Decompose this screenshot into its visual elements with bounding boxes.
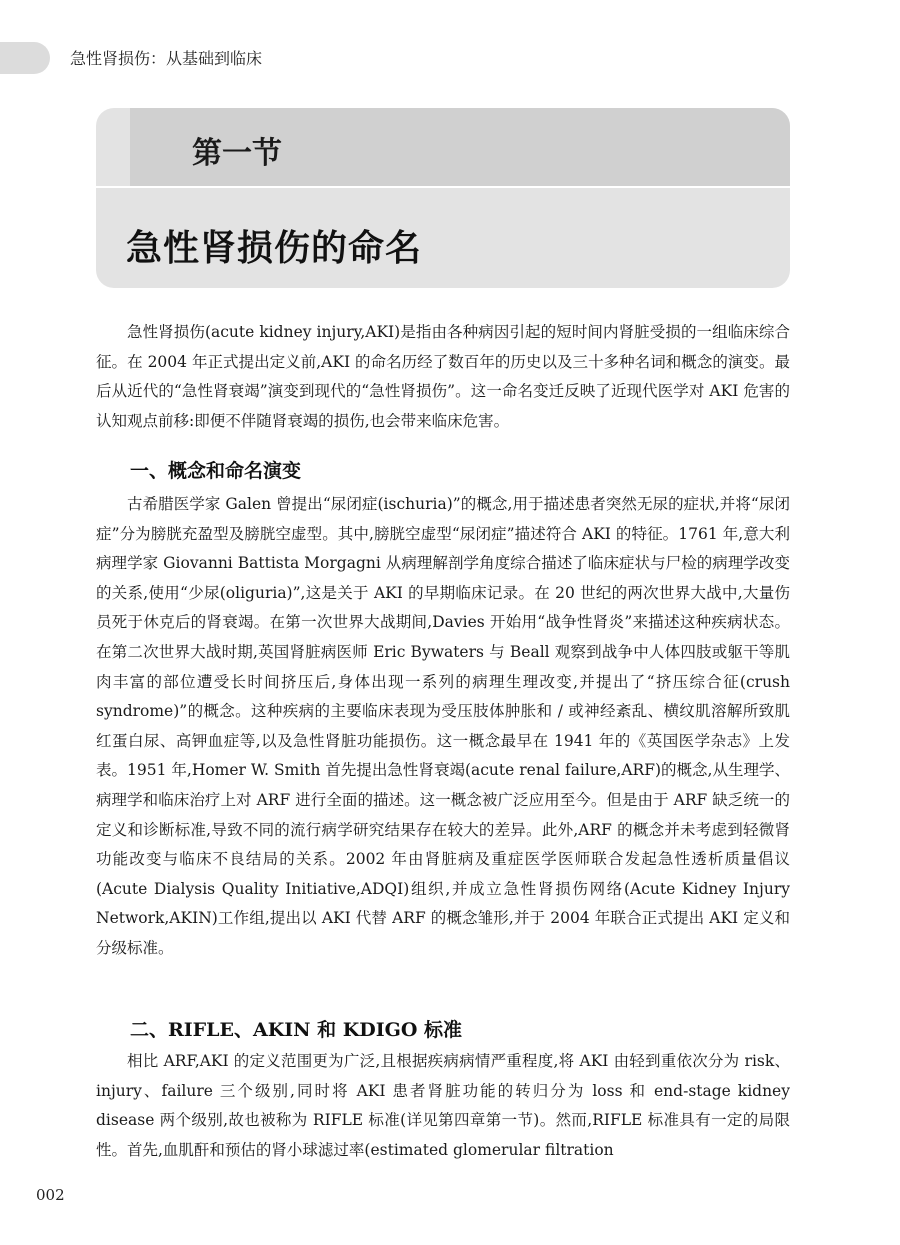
section-number: 第一节 [192, 136, 282, 171]
subsection-heading-2: 二、RIFLE、AKIN 和 KDIGO 标准 [130, 1019, 463, 1041]
section-divider [96, 186, 790, 188]
subsection-paragraph-2: 相比 ARF,AKI 的定义范围更为广泛,且根据疾病病情严重程度,将 AKI 由轻到重依次分为 risk、injury、failure 三个级别,同时将 AKI 患者肾脏功能的转归分为 loss 和 end-stage kidney disease 两个级别,故也被称为 RIFLE 标准(详见第四章第一节)。然而,RIFLE 标准具有一定的局限性。首先,血肌酐和预估的肾小球滤过率(estimated glomerular filtration [96, 1052, 790, 1159]
intro-paragraph: 急性肾损伤(acute kidney injury,AKI)是指由各种病因引起的短时间内肾脏受损的一组临床综合征。在 2004 年正式提出定义前,AKI 的命名历经了数百年的历史以及三十多种名词和概念的演变。最后从近代的“急性肾衰竭”演变到现代的“急性肾损伤”。这一命名变迁反映了近现代医学对 AKI 危害的认知观点前移:即便不伴随肾衰竭的损伤,也会带来临床危害。 [96, 323, 790, 430]
subsection-heading-1: 一、概念和命名演变 [130, 460, 302, 482]
running-header-title: 急性肾损伤：从基础到临床 [70, 49, 263, 68]
header-tab-decoration [0, 42, 50, 74]
subsection-paragraph-1: 古希腊医学家 Galen 曾提出“尿闭症(ischuria)”的概念,用于描述患者突然无尿的症状,并将“尿闭症”分为膀胱充盈型及膀胱空虚型。其中,膀胱空虚型“尿闭症”描述符合 AKI 的特征。1761 年,意大利病理学家 Giovanni Battista Morgagni 从病理解剖学角度综合描述了临床症状与尸检的病理学改变的关系,使用“少尿(oliguria)”,这是关于 AKI 的早期临床记录。在 20 世纪的两次世界大战中,大量伤员死于休克后的肾衰竭。在第一次世界大战期间,Davies 开始用“战争性肾炎”来描述这种疾病状态。在第二次世界大战时期,英国肾脏病医师 Eric Bywaters 与 Beall 观察到战争中人体四肢或躯干等肌肉丰富的部位遭受长时间挤压后,身体出现一系列的病理生理改变,并提出了“挤压综合征(crush syndrome)”的概念。这种疾病的主要临床表现为受压肢体肿胀和 / 或神经紊乱、横纹肌溶解所致肌红蛋白尿、高钾血症等,以及急性肾脏功能损伤。这一概念最早在 1941 年的《英国医学杂志》上发表。1951 年,Homer W. Smith 首先提出急性肾衰竭(acute renal failure,ARF)的概念,从生理学、病理学和临床治疗上对 ARF 进行全面的描述。这一概念被广泛应用至今。但是由于 ARF 缺乏统一的定义和诊断标准,导致不同的流行病学研究结果存在较大的差异。此外,ARF 的概念并未考虑到轻微肾功能改变与临床不良结局的关系。2002 年由肾脏病及重症医学医师联合发起急性透析质量倡议(Acute Dialysis Quality Initiative,ADQI)组织,并成立急性肾损伤网络(Acute Kidney Injury Network,AKIN)工作组,提出以 AKI 代替 ARF 的概念雏形,并于 2004 年联合正式提出 AKI 定义和分级标准。 [96, 495, 790, 957]
page-number: 002 [36, 1186, 65, 1204]
section-title-box [96, 108, 790, 288]
section-title: 急性肾损伤的命名 [126, 228, 423, 269]
